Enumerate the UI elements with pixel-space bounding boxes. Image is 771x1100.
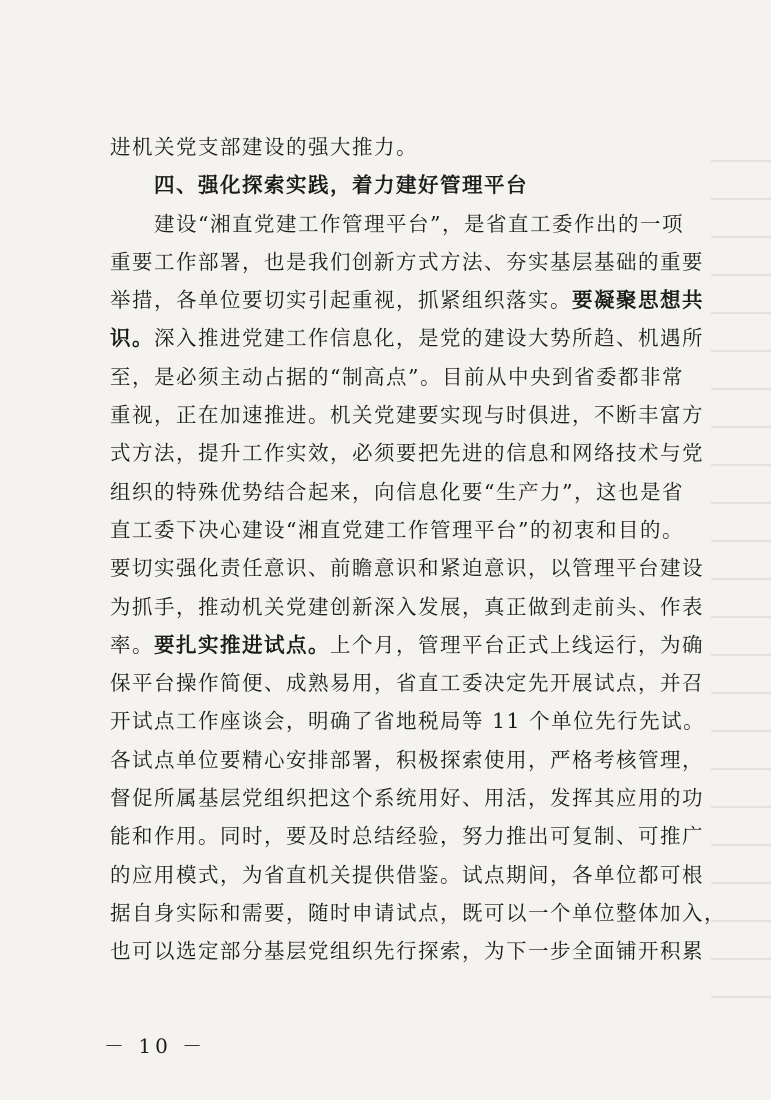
text-line: 组织的特殊优势结合起来，向信息化要“生产力”，这也是省 [110, 479, 684, 504]
text-line: 要切实强化责任意识、前瞻意识和紧迫意识，以管理平台建设 [110, 556, 704, 581]
text-line: 能和作用。同时，要及时总结经验，努力推出可复制、可推广 [110, 824, 704, 849]
text-line: 保平台操作简便、成熟易用，省直工委决定先开展试点，并召 [110, 671, 704, 696]
text-run: 率。 [110, 632, 154, 657]
bold-phrase: 识。 [110, 326, 154, 351]
page-number: － 10 － [104, 1034, 207, 1058]
text-line: 至，是必须主动占据的“制高点”。目前从中央到省委都非常 [110, 364, 684, 389]
text-line [110, 319, 704, 357]
text-run: 上个月，管理平台正式上线运行，为确 [330, 632, 704, 657]
text-run: 举措，各单位要切实引起重视，抓紧组织落实。 [110, 288, 572, 313]
text-line: 重视，正在加速推进。机关党建要实现与时俱进，不断丰富方 [110, 403, 704, 428]
text-line: 督促所属基层党组织把这个系统用好、用活，发挥其应用的功 [110, 786, 704, 811]
text-line: 进机关党支部建设的强大推力。 [110, 135, 418, 159]
body-text [110, 128, 726, 971]
text-run: 深入推进党建工作信息化，是党的建设大势所趋、机遇所 [154, 326, 704, 351]
text-line: 建设“湘直党建工作管理平台”，是省直工委作出的一项 [154, 211, 684, 236]
text-line: 据自身实际和需要，随时申请试点，既可以一个单位整体加入， [110, 900, 726, 925]
show-through-text [711, 130, 771, 1010]
text-line: 各试点单位要精心安排部署，积极探索使用，严格考核管理， [110, 747, 704, 772]
bold-phrase: 要扎实推进试点。 [154, 632, 330, 657]
text-line [110, 281, 704, 319]
section-heading: 四、强化探索实践，着力建好管理平台 [154, 173, 528, 198]
text-line [110, 626, 704, 664]
text-line: 的应用模式，为省直机关提供借鉴。试点期间，各单位都可根 [110, 862, 704, 887]
text-line: 式方法，提升工作实效，必须要把先进的信息和网络技术与党 [110, 441, 704, 466]
text-line: 直工委下决心建设“湘直党建工作管理平台”的初衷和目的。 [110, 517, 684, 542]
text-line: 开试点工作座谈会，明确了省地税局等 11 个单位先行先试。 [110, 709, 706, 734]
text-line: 也可以选定部分基层党组织先行探索，为下一步全面铺开积累 [110, 939, 704, 964]
text-line: 重要工作部署，也是我们创新方式方法、夯实基层基础的重要 [110, 249, 704, 274]
text-line: 为抓手，推动机关党建创新深入发展，真正做到走前头、作表 [110, 594, 704, 619]
bold-phrase: 要凝聚思想共 [572, 288, 704, 313]
